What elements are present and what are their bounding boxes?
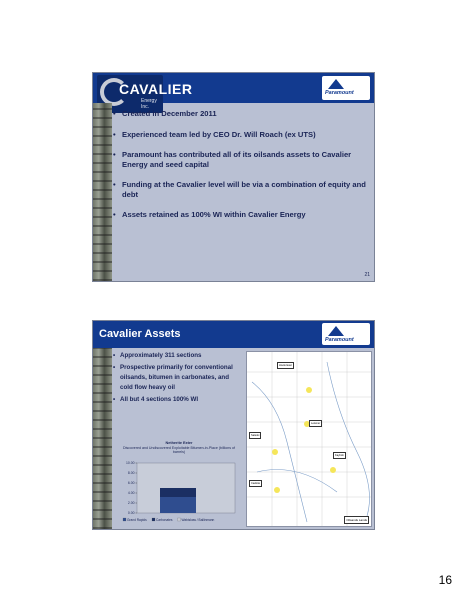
map-label: Saleski bbox=[249, 432, 261, 439]
slide-overview bbox=[92, 72, 375, 282]
logo-subtext: Energy Inc. bbox=[141, 98, 157, 110]
paramount-logo bbox=[322, 76, 370, 100]
bullet-list bbox=[113, 351, 243, 407]
slide-number: 21 bbox=[364, 272, 370, 278]
bullet-item: • Assets retained as 100% WI within Cavalier Energy bbox=[113, 210, 370, 220]
paramount-logo-text: Paramount bbox=[325, 337, 354, 343]
slide-assets bbox=[92, 320, 375, 530]
bar-segment bbox=[160, 488, 196, 489]
logo-text: CAVALIER bbox=[119, 81, 193, 97]
bullet-item: • Approximately 311 sections bbox=[113, 351, 243, 361]
y-tick-label: 0.00 bbox=[127, 511, 135, 516]
legend-swatch bbox=[152, 518, 155, 521]
legend-label: Carbonates bbox=[156, 517, 173, 522]
map-label: Leismer bbox=[309, 420, 322, 427]
y-tick-label: 6.00 bbox=[127, 481, 135, 486]
map-label: Kaybob bbox=[333, 452, 346, 459]
bitumen-chart bbox=[117, 441, 241, 525]
bar-segment bbox=[160, 488, 196, 497]
map-legend: Oilsands Lands bbox=[346, 518, 367, 522]
paramount-logo bbox=[322, 323, 370, 345]
slide-title: Cavalier Assets bbox=[99, 328, 181, 340]
bullet-item: • Funding at the Cavalier level will be via a combination of equity and debt bbox=[113, 180, 370, 199]
map-canvas bbox=[247, 352, 371, 526]
bar-segment bbox=[160, 497, 196, 513]
bullet-item: • Paramount has contributed all of its oilsands assets to Cavalier Energy and seed capital bbox=[113, 150, 370, 169]
y-tick-label: 10.00 bbox=[126, 461, 135, 466]
paramount-mark-icon bbox=[328, 326, 344, 336]
paramount-logo-text: Paramount bbox=[325, 90, 354, 96]
map-label: Cadotte bbox=[249, 480, 262, 487]
legend-label: Wabiskaw / Ballinmann bbox=[181, 517, 215, 522]
chart-title: Netherite Exter bbox=[165, 441, 193, 445]
paramount-mark-icon bbox=[328, 79, 344, 89]
legend-label: Grand Rapids bbox=[127, 517, 147, 522]
facility-photo bbox=[93, 348, 112, 529]
y-tick-label: 2.00 bbox=[127, 501, 135, 506]
chart-subtitle: Discovered and Undiscovered Exploitable Bitumen-in-Place (billions of barrels) bbox=[122, 446, 236, 454]
map-label: Hoole East bbox=[277, 362, 294, 369]
bullet-item: • Created in December 2011 bbox=[113, 109, 370, 119]
legend-swatch bbox=[178, 518, 181, 521]
y-tick-label: 4.00 bbox=[127, 491, 135, 496]
bullet-item: • All but 4 sections 100% WI bbox=[113, 395, 243, 405]
bullet-item: • Prospective primarily for conventional oilsands, bitumen in carbonates, and cold flow heavy oil bbox=[113, 363, 243, 393]
asset-map bbox=[246, 351, 372, 527]
bullet-list bbox=[113, 109, 370, 231]
legend-swatch bbox=[123, 518, 126, 521]
y-tick-label: 8.00 bbox=[127, 471, 135, 476]
facility-photo bbox=[93, 103, 112, 281]
chart-plot bbox=[117, 441, 241, 525]
page-number: 16 bbox=[438, 573, 452, 587]
bullet-item: • Experienced team led by CEO Dr. Will Roach (ex UTS) bbox=[113, 130, 370, 140]
